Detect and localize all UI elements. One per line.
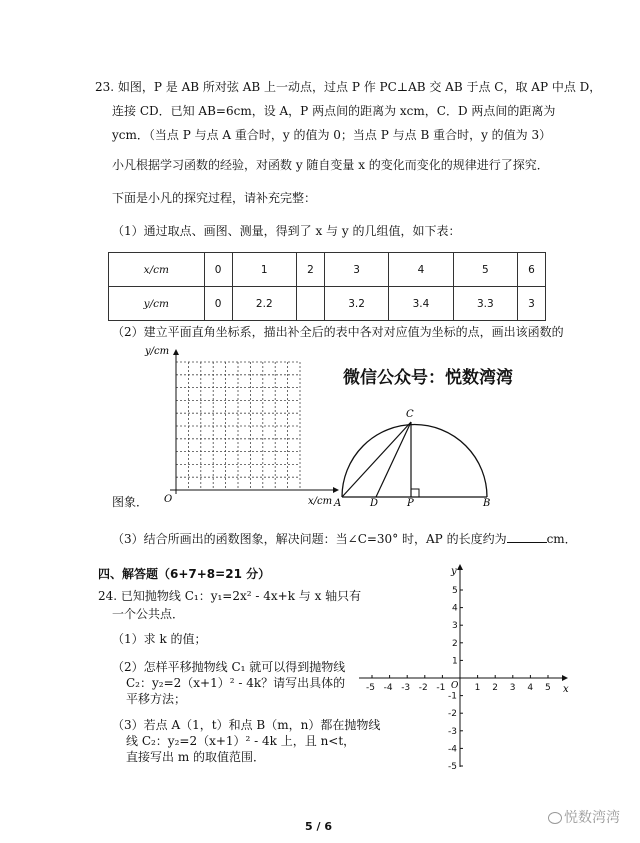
- q24-part2-line-3: 平移方法；: [126, 692, 187, 706]
- table-cell: 3: [517, 287, 545, 321]
- x-tick-label: 1: [474, 683, 481, 693]
- q23-line-5: 下面是小凡的探究过程，请补充完整：: [112, 191, 317, 205]
- table-cell: 0: [204, 253, 232, 287]
- q24-part1: （1）求 k 的值；: [112, 632, 207, 646]
- q23-part3-unit: cm．: [546, 532, 577, 546]
- corner-watermark: [548, 807, 620, 827]
- q23-line-1: 23. 如图，P 是 AB 所对弦 AB 上一动点，过点 P 作 PC⊥AB 交 AB 于点 C，取 AP 中点 D，: [95, 80, 602, 94]
- q23-part1: （1）通过取点、画图、测量，得到了 x 与 y 的几组值，如下表：: [112, 224, 461, 238]
- point-c-label: C: [406, 409, 414, 420]
- q24-line-1: 24. 已知抛物线 C₁：y₁=2x² - 4x+k 与 x 轴只有: [98, 589, 362, 603]
- q24-part3-line-2: 线 C₂：y₂=2（x+1）² - 4k 上，且 n<t，: [126, 734, 356, 748]
- grid-origin-label: O: [164, 494, 173, 505]
- grid-x-label: x/cm: [308, 496, 333, 507]
- point-a-label: A: [334, 498, 342, 508]
- dotted-grid-graph: [140, 342, 340, 507]
- table-cell: 3.3: [453, 287, 517, 321]
- x-tick-label: 5: [545, 683, 551, 693]
- q23-line-4: 小凡根据学习函数的经验，对函数 y 随自变量 x 的变化而变化的规律进行了探究．: [112, 158, 549, 172]
- table-cell: 0: [204, 287, 232, 321]
- table-cell-blank: [296, 287, 324, 321]
- axes-origin-label: O: [451, 681, 459, 691]
- table-cell: 3.2: [324, 287, 388, 321]
- q24-part2-line-2: C₂：y₂=2（x+1）² - 4k？请写出具体的: [126, 676, 346, 690]
- point-b-label: B: [483, 498, 491, 508]
- table-row-y: [109, 287, 546, 321]
- table-cell: 5: [453, 253, 517, 287]
- q23-part2-end: 图象．: [112, 495, 149, 509]
- y-tick-label: 3: [452, 621, 458, 632]
- section-heading: 四、解答题（6+7+8=21 分）: [98, 567, 271, 581]
- axes-y-label: y: [451, 566, 457, 577]
- point-d-label: D: [370, 498, 379, 508]
- q23-part3-text: （3）结合所画出的函数图象，解决问题：当∠C=30° 时，AP 的长度约为: [112, 532, 507, 546]
- page-number: 5 / 6: [305, 820, 332, 833]
- y-tick-label: -4: [448, 744, 457, 755]
- q23-line-3: ycm．（当点 P 与点 A 重合时，y 的值为 0；当点 P 与点 B 重合时，y 的值为 3）: [112, 128, 552, 142]
- x-tick-label: -5: [366, 683, 375, 693]
- x-tick-label: 2: [492, 683, 498, 693]
- y-tick-label: 1: [452, 656, 458, 667]
- x-tick-label: -2: [418, 683, 428, 693]
- q24-line-2: 一个公共点．: [112, 607, 185, 621]
- point-p-label: P: [407, 498, 414, 508]
- table-cell: 3: [324, 253, 388, 287]
- table-cell: 1: [232, 253, 296, 287]
- y-tick-label: -3: [448, 726, 457, 737]
- semicircle-figure: [332, 405, 502, 508]
- table-header-y: y/cm: [109, 287, 205, 321]
- q23-part3: [112, 531, 577, 547]
- wechat-icon: [548, 812, 562, 824]
- x-tick-label: -4: [383, 683, 393, 693]
- grid-y-label: y/cm: [145, 346, 170, 357]
- y-tick-label: -2: [448, 709, 457, 720]
- table-row-x: [109, 253, 546, 287]
- watermark-text: 微信公众号：悦数湾湾: [343, 368, 513, 388]
- table-cell: 3.4: [389, 287, 453, 321]
- table-cell: 4: [389, 253, 453, 287]
- x-tick-label: 3: [509, 683, 516, 693]
- table-cell: 2.2: [232, 287, 296, 321]
- q24-part3-line-3: 直接写出 m 的取值范围．: [126, 750, 266, 764]
- table-cell: 2: [296, 253, 324, 287]
- y-tick-label: 4: [452, 603, 458, 614]
- x-tick-label: 4: [527, 683, 534, 693]
- axes-x-label: x: [563, 684, 569, 695]
- coordinate-axes: [355, 562, 580, 772]
- q24-part3-line-1: （3）若点 A（1，t）和点 B（m，n）都在抛物线: [112, 718, 381, 732]
- y-tick-label: -5: [448, 762, 457, 772]
- grid-lines: [176, 362, 300, 490]
- y-tick-label: 2: [452, 638, 458, 649]
- y-tick-label: -1: [448, 691, 457, 702]
- x-tick-label: -3: [401, 683, 411, 693]
- x-tick-label: -1: [436, 683, 446, 693]
- q23-line-2: 连接 CD．已知 AB=6cm，设 A，P 两点间的距离为 xcm，C．D 两点间的距离为: [112, 104, 556, 118]
- table-header-x: x/cm: [109, 253, 205, 287]
- y-tick-label: 5: [452, 586, 458, 596]
- q23-part2: （2）建立平面直角坐标系，描出补全后的表中各对对应值为坐标的点，画出该函数的: [112, 325, 564, 339]
- answer-blank: [507, 531, 547, 543]
- q24-part2-line-1: （2）怎样平移抛物线 C₁ 就可以得到抛物线: [112, 660, 346, 674]
- table-cell: 6: [517, 253, 545, 287]
- corner-watermark-text: 悦数湾湾: [564, 810, 620, 826]
- xy-table: [108, 252, 546, 321]
